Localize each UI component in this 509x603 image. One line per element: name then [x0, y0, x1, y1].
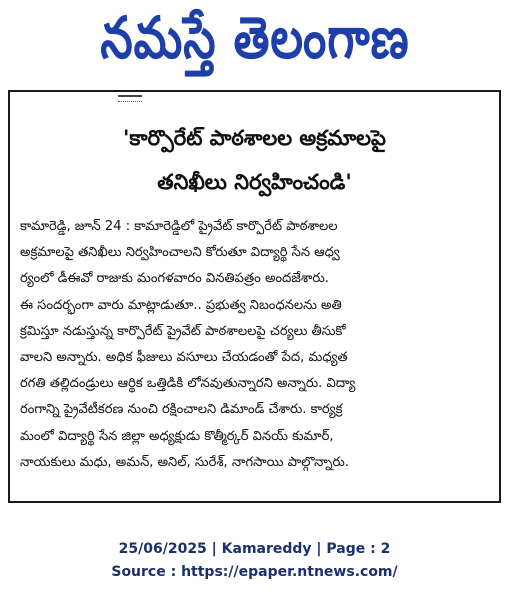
- newspaper-masthead: [30, 3, 480, 84]
- article-body-line: రంగాన్ని ప్రైవేటీకరణ నుంచి రక్షించాలని డిమాండ్ చేశారు. కార్యక్ర: [20, 402, 343, 418]
- masthead-title: నమస్తే తెలంగాణ: [100, 3, 410, 72]
- article-body-line: అక్రమాలపై తనిఖీలు నిర్వహించాలని కోరుతూ విద్యార్థి సేన ఆధ్వ: [20, 245, 340, 261]
- article-body-line: ర్యంలో డీఈవో రాజుకు మంగళవారం వినతిపత్రం అందజేశారు.: [20, 271, 329, 287]
- article-body-line: నాయకులు మధు, అమన్, అనిల్, సురేశ్, నాగసాయి పాల్గొన్నారు.: [20, 454, 349, 470]
- article-body-line: వాలని అన్నారు. అధిక ఫీజులు వసూలు చేయడంతో పేద, మధ్యత: [20, 350, 348, 366]
- article-body-line: మంలో విద్యార్థి సేన జిల్లా అధ్యక్షుడు కొత్మీర్కర్ వినయ్ కుమార్,: [20, 428, 334, 444]
- source-link[interactable]: Source : https://epaper.ntnews.com/: [111, 564, 398, 580]
- edition-info: 25/06/2025 | Kamareddy | Page : 2: [118, 541, 391, 557]
- article-body-line: కామారెడ్డి, జూన్ 24 : కామారెడ్డిలో ప్రైవేట్ కార్పొరేట్ పాఠశాలల: [20, 219, 338, 234]
- article-headline-line-1: 'కార్పొరేట్ పాఠశాలల అక్రమాలపై: [123, 126, 386, 150]
- article-clipping: [8, 90, 501, 503]
- clipping-edge-mark: [118, 95, 142, 102]
- article-body-line: క్రమిస్తూ నడుస్తున్న కార్పొరేట్ ప్రైవేట్ పాఠశాలలపై చర్యలు తీసుకో: [20, 323, 346, 339]
- article-body: [20, 214, 487, 476]
- article-headline-line-2: తనిఖీలు నిర్వహించండి': [157, 170, 352, 194]
- article-body-line: రగతి తల్లిదండ్రులు ఆర్థిక ఒత్తిడికి లోనవుతున్నారని అన్నారు. విద్యా: [20, 376, 356, 392]
- article-body-line: ఈ సందర్భంగా వారు మాట్లాడుతూ.. ప్రభుత్వ నిబంధనలను అతి: [20, 297, 342, 313]
